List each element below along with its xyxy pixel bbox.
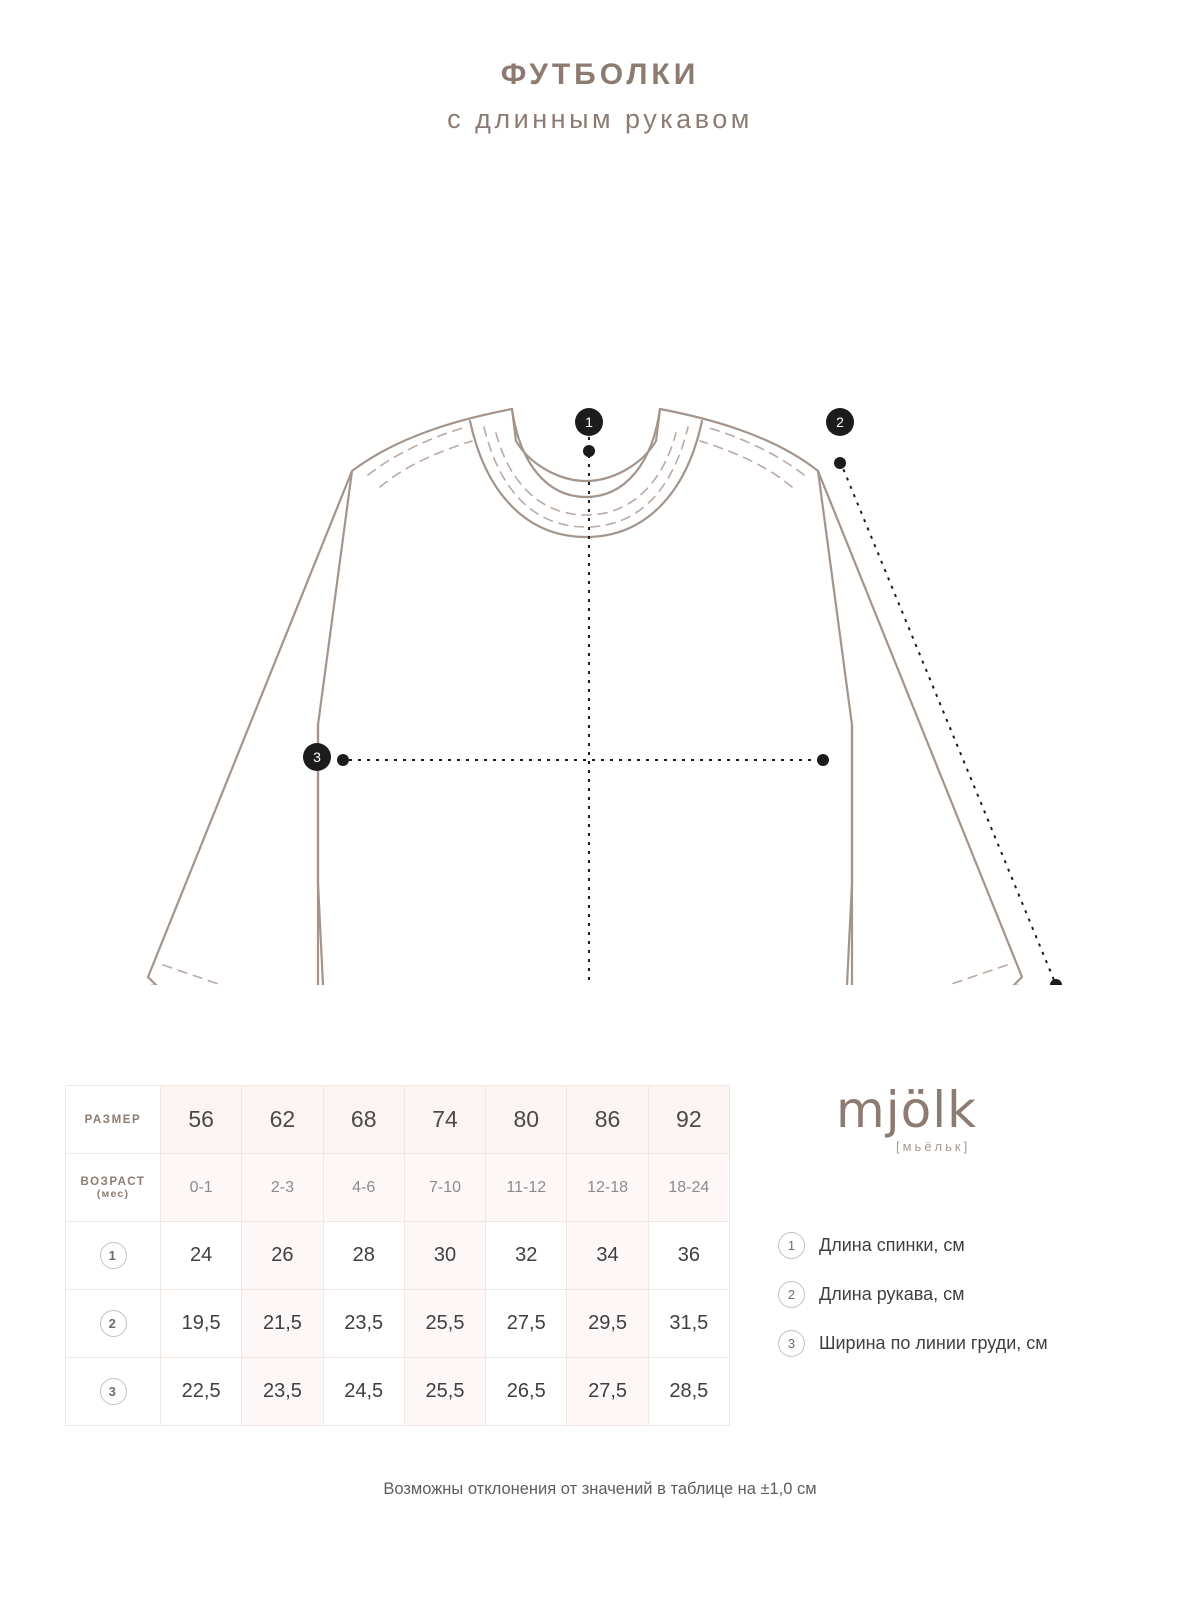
- tolerance-note: Возможны отклонения от значений в таблице на ±1,0 см: [383, 1480, 817, 1498]
- measure-cell: 23,5: [242, 1358, 323, 1426]
- row-label-size: РАЗМЕР: [66, 1086, 161, 1154]
- measure-cell: 22,5: [161, 1358, 242, 1426]
- legend-item: [778, 1330, 1178, 1357]
- measure-cell: 25,5: [404, 1358, 485, 1426]
- age-cell: 0-1: [161, 1154, 242, 1222]
- legend-item: [778, 1281, 1178, 1308]
- measure-marker-2: 2: [100, 1310, 127, 1337]
- measure-cell: 19,5: [161, 1290, 242, 1358]
- size-table-wrap: [65, 1085, 730, 1426]
- measure-cell: 36: [648, 1222, 729, 1290]
- measure-cell: 34: [567, 1222, 648, 1290]
- diagram-marker-1: 1: [575, 408, 603, 436]
- size-cell: 62: [242, 1086, 323, 1154]
- size-cell: 92: [648, 1086, 729, 1154]
- table-row-measure-1: [66, 1222, 730, 1290]
- garment-diagram: [0, 165, 1200, 985]
- measure-cell: 27,5: [567, 1358, 648, 1426]
- legend-label: Длина спинки, см: [819, 1235, 965, 1255]
- measure-line-3: [337, 754, 829, 766]
- measure-marker-1: 1: [100, 1242, 127, 1269]
- measure-cell: 30: [404, 1222, 485, 1290]
- page-subtitle: с длинным рукавом: [447, 104, 753, 134]
- measure-cell: 26: [242, 1222, 323, 1290]
- size-cell: 74: [404, 1086, 485, 1154]
- page-header: [0, 0, 1200, 135]
- legend-label: Ширина по линии груди, см: [819, 1333, 1048, 1353]
- page-title: ФУТБОЛКИ: [500, 58, 700, 91]
- measure-cell: 32: [486, 1222, 567, 1290]
- diagram-marker-3: 3: [303, 743, 331, 771]
- measure-cell: 24,5: [323, 1358, 404, 1426]
- table-row-measure-2: [66, 1290, 730, 1358]
- brand-transliteration: [мьёльк]: [896, 1139, 971, 1154]
- longsleeve-technical-drawing: [0, 165, 1200, 985]
- measure-cell: 23,5: [323, 1290, 404, 1358]
- age-cell: 12-18: [567, 1154, 648, 1222]
- measure-cell: 29,5: [567, 1290, 648, 1358]
- measure-line-2: [834, 457, 1062, 985]
- measure-cell: 21,5: [242, 1290, 323, 1358]
- measure-cell: 28: [323, 1222, 404, 1290]
- legend-marker-1: 1: [778, 1232, 805, 1259]
- size-table: [65, 1085, 730, 1426]
- legend-label: Длина рукава, см: [819, 1284, 965, 1304]
- legend-list: [778, 1232, 1178, 1357]
- size-cell: 56: [161, 1086, 242, 1154]
- row-label-age-sub: (мес): [96, 1187, 130, 1200]
- age-cell: 4-6: [323, 1154, 404, 1222]
- row-marker-2: [66, 1290, 161, 1358]
- age-cell: 11-12: [486, 1154, 567, 1222]
- age-cell: 7-10: [404, 1154, 485, 1222]
- measure-marker-3: 3: [100, 1378, 127, 1405]
- age-cell: 2-3: [242, 1154, 323, 1222]
- legend-marker-2: 2: [778, 1281, 805, 1308]
- table-row-measure-3: [66, 1358, 730, 1426]
- legend-block: [778, 1081, 1178, 1379]
- brand-logo: mjölk: [836, 1081, 978, 1139]
- age-cell: 18-24: [648, 1154, 729, 1222]
- measure-line-1: [583, 437, 595, 985]
- row-label-age: [66, 1154, 161, 1222]
- row-marker-1: [66, 1222, 161, 1290]
- measure-cell: 25,5: [404, 1290, 485, 1358]
- row-marker-3: [66, 1358, 161, 1426]
- legend-item: [778, 1232, 1178, 1259]
- table-row-age: [66, 1154, 730, 1222]
- table-row-size: [66, 1086, 730, 1154]
- size-cell: 80: [486, 1086, 567, 1154]
- measure-cell: 24: [161, 1222, 242, 1290]
- measure-cell: 28,5: [648, 1358, 729, 1426]
- legend-marker-3: 3: [778, 1330, 805, 1357]
- measure-cell: 27,5: [486, 1290, 567, 1358]
- measure-cell: 31,5: [648, 1290, 729, 1358]
- measure-cell: 26,5: [486, 1358, 567, 1426]
- size-cell: 86: [567, 1086, 648, 1154]
- row-label-age-main: ВОЗРАСТ: [80, 1175, 146, 1188]
- size-cell: 68: [323, 1086, 404, 1154]
- diagram-marker-2: 2: [826, 408, 854, 436]
